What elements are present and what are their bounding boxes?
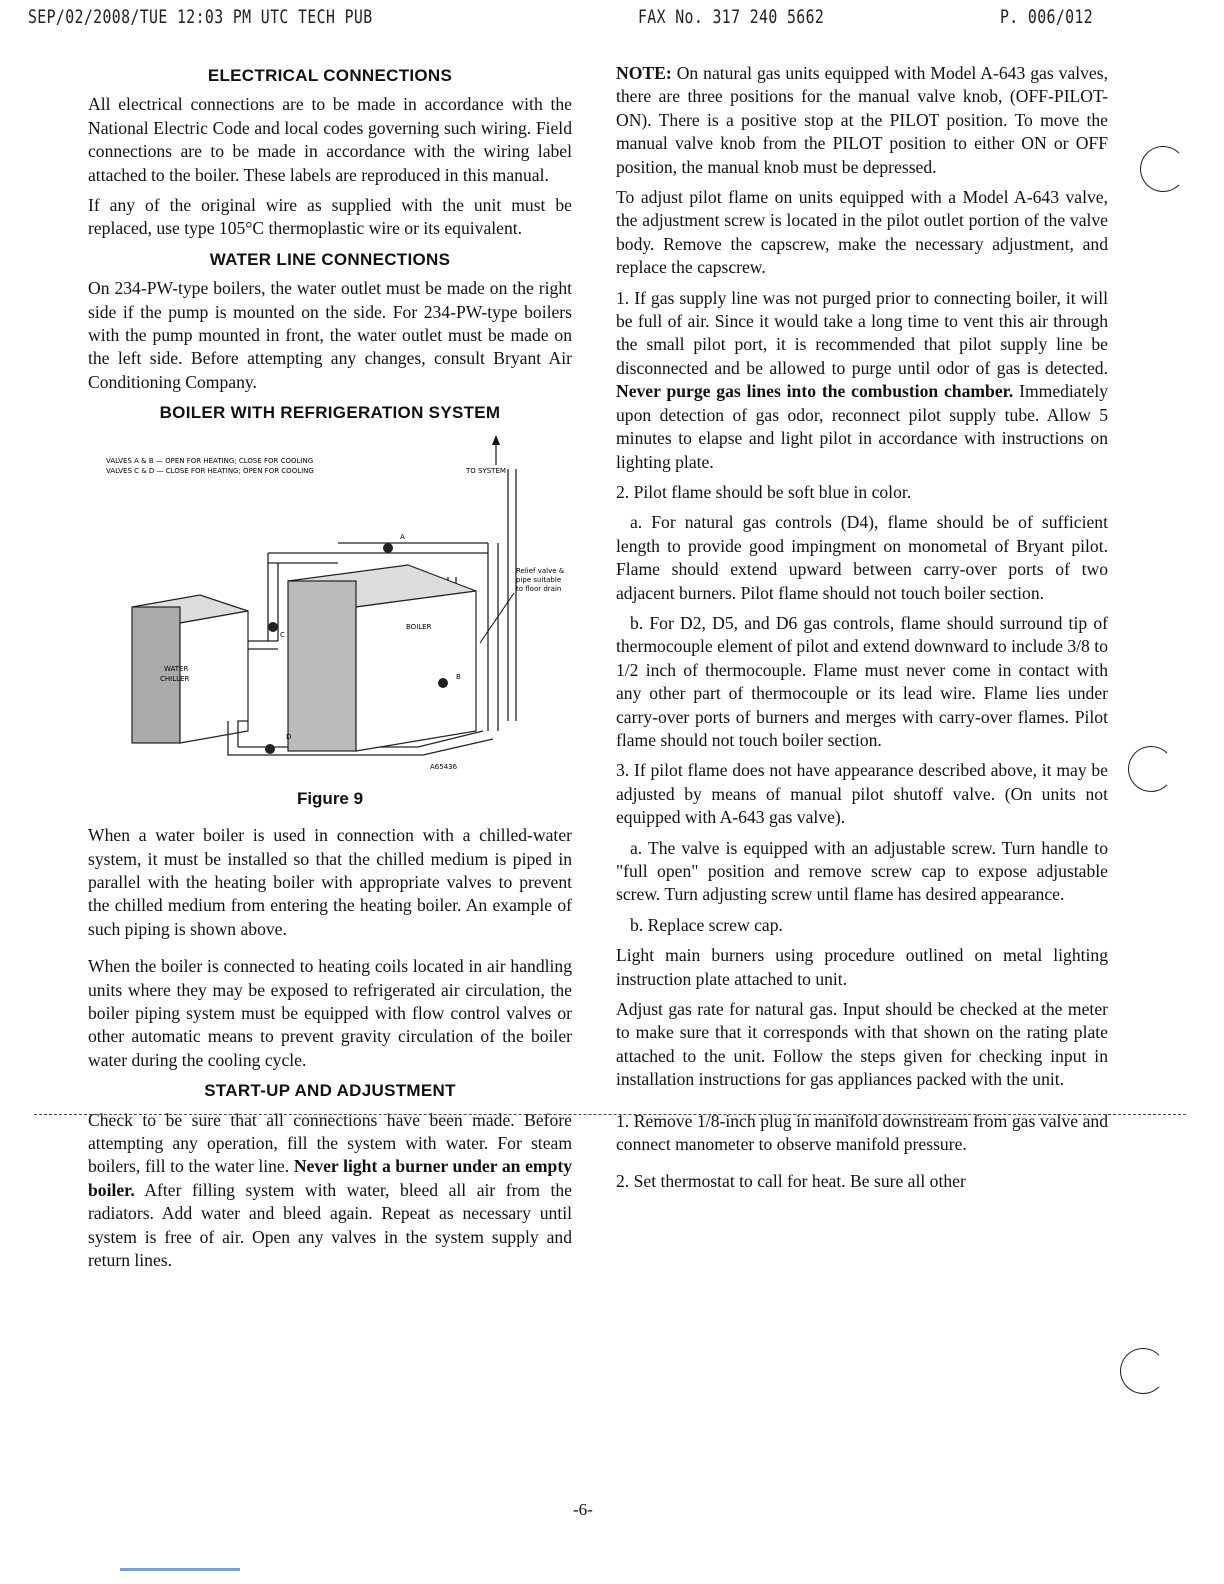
scan-mark <box>120 1568 240 1571</box>
pilot-step-3a: a. The valve is equipped with an adjustable screw. Turn handle to "full open" position and remove screw cap to expose adjustable screw. Turn adjusting screw until flame has desired appearance. <box>616 837 1108 905</box>
thermostat-step-2: 2. Set thermostat to call for heat. Be sure all other <box>616 1171 966 1192</box>
startup-heading: START-UP AND ADJUSTMENT <box>204 1081 456 1101</box>
pilot-step-2b: b. For D2, D5, and D6 gas controls, flame should surround tip of thermocouple element of pilot and extend downward to include 3/8 to 1/2 inch of thermocouple. Flame must never come in contact with any other part of thermocouple or its lead wire. Flame lies under carry-over ports of burners and merges with carry-over flames. Pilot flame should not touch boiler section. <box>616 612 1108 750</box>
figure-code: A65436 <box>430 762 458 771</box>
pilot-adjust-paragraph: To adjust pilot flame on units equipped with a Model A-643 valve, the adjustment screw is located in the pilot outlet portion of the valve body. Remove the capscrew, make the necessary adjustment, and replace the capscrew. <box>616 187 1108 278</box>
valve-b-label: B <box>456 672 461 681</box>
fax-header-number: FAX No. 317 240 5662 <box>638 6 825 28</box>
valve-d-label: D <box>286 732 292 741</box>
valve-b <box>438 678 448 688</box>
right-column <box>616 62 1108 1201</box>
electrical-paragraph-2: If any of the original wire as supplied with the unit must be replaced, use type 105°C thermoplastic wire or its equivalent. <box>88 195 572 239</box>
figure-caption: Figure 9 <box>296 788 364 808</box>
purge-step-1: 1. If gas supply line was not purged prior to connecting boiler, it will be full of air. Since it would take a long time to vent this air through the small pilot port, it is recommended that pilot supply line be disconnected and be allowed to purge until odor of gas is detected. Never purge gas lines into the combustion chamber. Immediately upon detection of gas odor, reconnect pilot supply tube. Allow 5 minutes to elapse and light pilot in accordance with instructions on lighting plate. <box>616 287 1108 472</box>
binder-hole-middle <box>1128 746 1174 792</box>
light-burners-paragraph: Light main burners using procedure outlined on metal lighting instruction plate attached to unit. <box>616 945 1108 989</box>
binder-hole-top <box>1140 146 1186 192</box>
valve-a <box>383 543 393 553</box>
to-system-arrowhead <box>492 435 500 445</box>
electrical-heading: ELECTRICAL CONNECTIONS <box>207 66 453 85</box>
fax-header-page: P. 006/012 <box>1000 6 1094 28</box>
left-column <box>88 62 572 1279</box>
chilled-water-paragraph: When a water boiler is used in connection with a chilled-water system, it must be installed so that the chilled medium is piped in parallel with the heating boiler with appropriate valves to prevent the chilled medium from entering the heating boiler. An example of such piping is shown above. <box>88 825 572 939</box>
startup-paragraph: Check to be sure that all connections have been made. Before attempting any operation, fill the system with water. For steam boilers, fill to the water line. Never light a burner under an empty boiler. After filling system with water, bleed all air from the radiators. Add water and bleed again. Repeat as necessary until system is free of air. Open any valves in the system supply and return lines. <box>88 1109 573 1270</box>
boiler-refrig-heading: BOILER WITH REFRIGERATION SYSTEM <box>159 403 501 423</box>
to-system-label: TO SYSTEM <box>466 466 506 475</box>
relief-pointer <box>480 593 514 643</box>
relief-label-2: pipe suitable <box>516 575 562 584</box>
valve-a-label: A <box>400 532 405 541</box>
note-paragraph: NOTE: On natural gas units equipped with Model A-643 gas valves, there are three positions for the manual valve knob, (OFF-PILOT-ON). There is a positive stop at the PILOT position. To move the manual valve knob from the PILOT position to either ON or OFF position, the manual knob must be depressed. <box>616 63 1108 177</box>
pilot-step-3b: b. Replace screw cap. <box>630 914 783 935</box>
boiler-label: BOILER <box>406 622 432 631</box>
piping-diagram <box>88 431 572 787</box>
gas-rate-paragraph: Adjust gas rate for natural gas. Input should be checked at the meter to make sure that it corresponds with that shown on the rating plate attached to the unit. Follow the steps given for checking input in installation instructions for gas appliances packed with the unit. <box>616 999 1108 1090</box>
legend-valves-cd: VALVES C & D — CLOSE FOR HEATING; OPEN FOR COOLING <box>106 466 314 475</box>
fax-header-left: SEP/02/2008/TUE 12:03 PM UTC TECH PUB <box>28 6 373 28</box>
valve-c <box>268 622 278 632</box>
valve-c-label: C <box>280 630 285 639</box>
manometer-step-1: 1. Remove 1/8-inch plug in manifold downstream from gas valve and connect manometer to observe manifold pressure. <box>616 1110 1108 1155</box>
relief-label-3: to floor drain <box>516 584 562 593</box>
relief-label-1: Relief valve & <box>516 566 565 575</box>
pilot-step-2a: a. For natural gas controls (D4), flame should be of sufficient length to provide good impingment on monometal of Bryant pilot. Flame should extend upward between carry-over ports of two adjacent burners. Pilot flame should not touch boiler section. <box>616 512 1108 603</box>
binder-hole-bottom <box>1120 1348 1166 1394</box>
pilot-step-3: 3. If pilot flame does not have appearance described above, it may be adjusted by means of manual pilot shutoff valve. (On units not equipped with A-643 gas valve). <box>616 760 1108 828</box>
chiller-unit <box>132 595 248 743</box>
scan-divider-line <box>34 1114 1186 1115</box>
page-number: -6- <box>573 1500 593 1519</box>
chiller-label-1: WATER <box>164 664 189 673</box>
pilot-step-2: 2. Pilot flame should be soft blue in color. <box>616 481 912 502</box>
legend-valves-ab: VALVES A & B — OPEN FOR HEATING; CLOSE FOR COOLING <box>106 456 314 465</box>
chiller-label-2: CHILLER <box>160 674 190 683</box>
water-paragraph: On 234-PW-type boilers, the water outlet must be made on the right side if the pump is mounted on the side. For 234-PW-type boilers with the pump mounted in front, the water outlet must be made on the left side. Before attempting any changes, consult Bryant Air Conditioning Company. <box>88 278 572 392</box>
water-heading: WATER LINE CONNECTIONS <box>209 249 451 269</box>
valve-d <box>265 744 275 754</box>
figure-9-diagram <box>88 431 572 787</box>
heating-coils-paragraph: When the boiler is connected to heating coils located in air handling units where they may be exposed to refrigerated air circulation, the boiler piping system must be equipped with flow control valves or other automatic means to prevent gravity circulation of the boiler water during the cooling cycle. <box>88 956 572 1070</box>
electrical-paragraph-1: All electrical connections are to be made in accordance with the National Electric Code and local codes governing such wiring. Field connections are to be made in accordance with the wiring label attached to the boiler. These labels are reproduced in this manual. <box>88 94 572 185</box>
boiler-unit <box>288 565 476 751</box>
